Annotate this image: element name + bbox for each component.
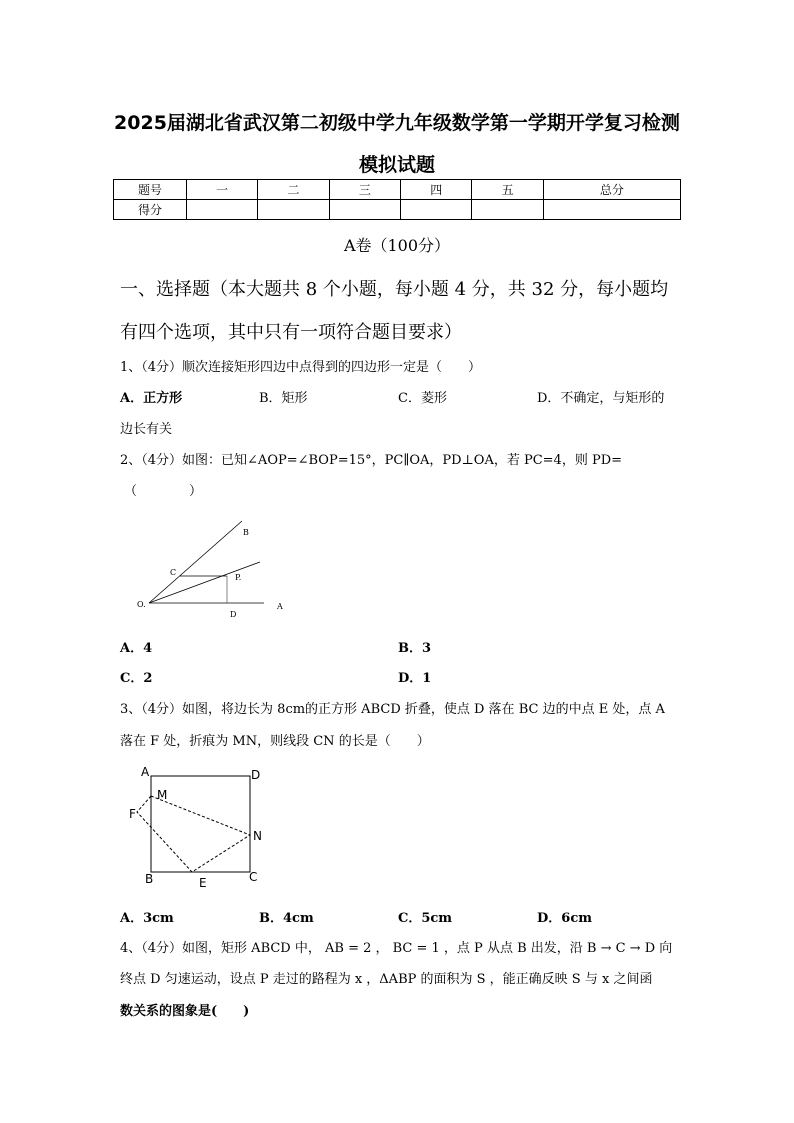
q3-option-d[interactable]: D．6cm	[537, 911, 592, 926]
title-line-1: 2025届湖北省武汉第二初级中学九年级数学第一学期开学复习检测	[114, 112, 680, 134]
ray-ob	[149, 521, 242, 603]
q3-stem-1: 3、（4分）如图，将边长为 8cm的正方形 ABCD 折叠，使点 D 落在 BC 边的中点 E 处，点 A	[120, 702, 665, 717]
row-label: 得分	[114, 200, 187, 220]
section-heading-1: 一、选择题（本大题共 8 个小题，每小题 4 分，共 32 分，每小题均	[120, 279, 669, 300]
header-cell: 五	[472, 180, 543, 200]
header-cell: 三	[329, 180, 400, 200]
q3-figure	[137, 776, 250, 872]
q1-option-c[interactable]: C．菱形	[398, 391, 447, 406]
label-o: O.	[137, 600, 146, 609]
q2-option-d[interactable]: D．1	[398, 671, 432, 686]
header-cell: 一	[187, 180, 258, 200]
label-a: A	[141, 765, 150, 779]
q3-option-b[interactable]: B．4cm	[259, 911, 314, 926]
q2-option-a[interactable]: A．4	[120, 641, 153, 656]
label-n: N	[253, 829, 262, 843]
label-c: C	[170, 568, 177, 577]
label-e: E	[199, 876, 207, 890]
paper-label: A卷（100分）	[343, 236, 451, 255]
q2-answer-paren: （ ）	[124, 484, 203, 499]
header-cell: 总分	[543, 180, 680, 200]
label-d: D	[251, 768, 261, 782]
label-a: A	[277, 602, 283, 611]
header-cell: 二	[258, 180, 329, 200]
label-f: F	[129, 807, 136, 821]
ray-op	[149, 562, 260, 603]
q2-option-c[interactable]: C．2	[120, 671, 153, 686]
label-c: C	[249, 870, 258, 884]
header-cell: 四	[401, 180, 472, 200]
label-b: B	[243, 528, 249, 537]
q1-option-a[interactable]: A．正方形	[120, 391, 183, 406]
q1-stem: 1、（4分）顺次连接矩形四边中点得到的四边形一定是（ ）	[120, 360, 482, 375]
q2-option-b[interactable]: B．3	[398, 641, 432, 656]
q4-stem-3: 数关系的图象是( )	[120, 1004, 250, 1019]
q1-option-d[interactable]: D．不确定，与矩形的	[537, 391, 665, 406]
label-d: D	[230, 610, 237, 619]
q2-stem: 2、（4分）如图：已知∠AOP=∠BOP=15°，PC∥OA，PD⊥OA，若 PC=4，则 PD=	[120, 453, 623, 468]
q1-option-d-cont: 边长有关	[120, 422, 173, 437]
q4-stem-1: 4、（4分）如图，矩形 ABCD 中， AB = 2 ， BC = 1 ，点 P 从点 B 出发，沿 B → C → D 向	[120, 941, 673, 956]
fold-lines	[137, 796, 250, 872]
label-p: P.	[235, 573, 242, 582]
q1-option-b[interactable]: B．矩形	[259, 391, 308, 406]
q3-stem-2: 落在 F 处，折痕为 MN，则线段 CN 的长是（ ）	[120, 734, 430, 749]
label-b: B	[145, 872, 154, 886]
section-heading-2: 有四个选项，其中只有一项符合题目要求）	[120, 322, 462, 343]
q4-stem-2: 终点 D 匀速运动，设点 P 走过的路程为 x ，ΔABP 的面积为 S ，能正确反映 S 与 x 之间函	[120, 972, 653, 987]
title-line-2: 模拟试题	[358, 154, 435, 176]
q3-option-a[interactable]: A．3cm	[120, 911, 174, 926]
label-m: M	[157, 788, 168, 802]
q3-option-c[interactable]: C．5cm	[398, 911, 453, 926]
header-cell: 题号	[114, 180, 187, 200]
